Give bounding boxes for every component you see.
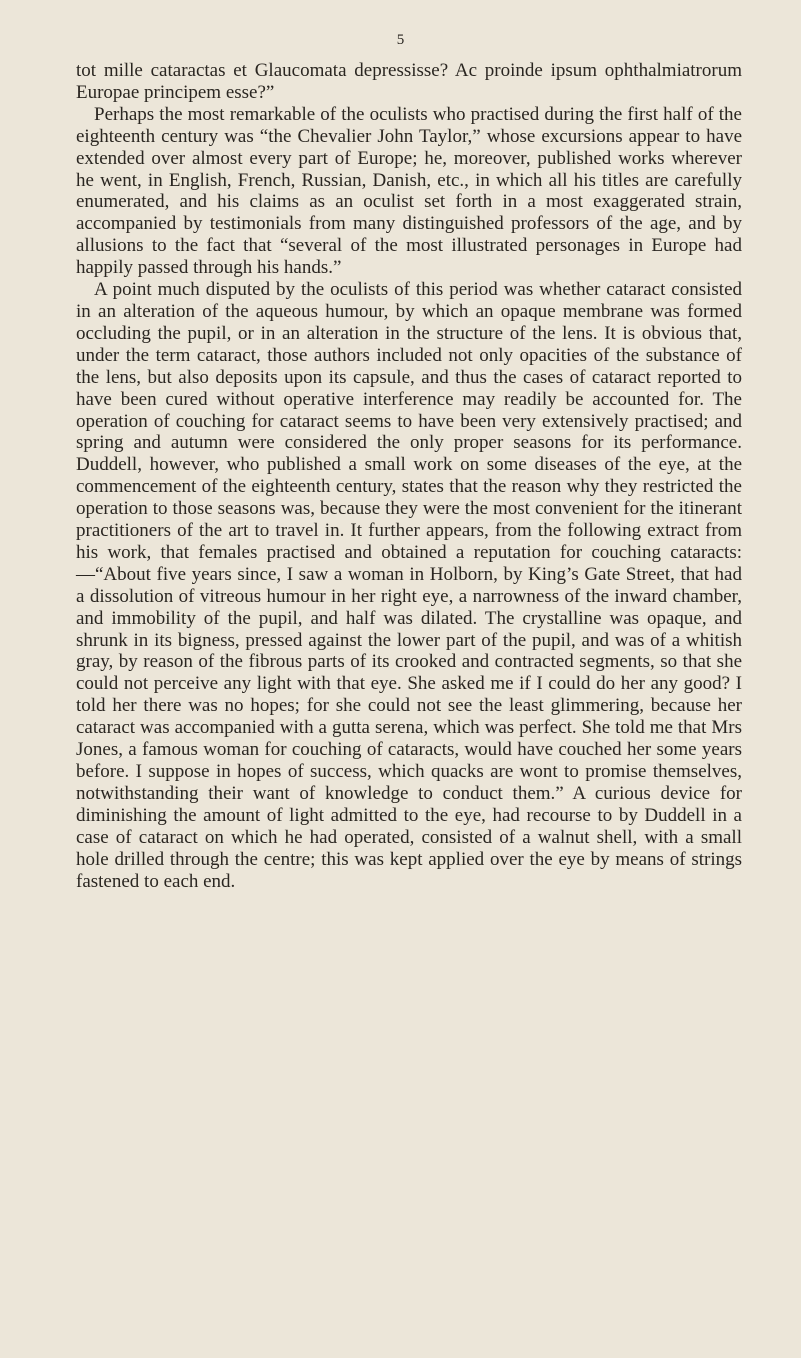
paragraph-2: Perhaps the most remarkable of the oculists who practised during the first half of the eighteenth century was “the Chevalier John Taylor,” whose excursions appear to have extended over almost every part of Europe; he, moreover, published works wherever he went, in English, French, Russian, Danish, etc., in which all his titles are carefully enumerated, and his claims as an oculist set forth in a most exaggerated strain, accompanied by testimonials from many distinguished professors of the age, and by allusions to the fact that “several of the most illustrated personages in Europe had happily passed through his hands.” [76, 103, 742, 279]
page-number: 5 [396, 32, 405, 48]
paragraph-3: A point much disputed by the oculists of this period was whether cataract consisted in an alteration of the aqueous humour, by which an opaque membrane was formed occluding the pupil, or in an alteration in the structure of the lens. It is obvious that, under the term cataract, those authors included not only opacities of the substance of the lens, but also deposits upon its capsule, and thus the cases of cataract reported to have been cured without operative interference may readily be accounted for. The operation of couching for cataract seems to have been very extensively practised; and spring and autumn were considered the only proper seasons for its performance. Duddell, however, who published a small work on some diseases of the eye, at the commencement of the eighteenth century, states that the reason why they restricted the operation to those seasons was, because they were the most convenient for the itinerant practitioners of the art to travel in. It further appears, from the following extract from his work, that females practised and obtained a reputation for couching cataracts:—“About five years since, I saw a woman in Holborn, by King’s Gate Street, that had a dissolution of vitreous humour in her right eye, a narrowness of the inward chamber, and immobility of the pupil, and half was dilated. The crystalline was opaque, and shrunk in its bigness, pressed against the lower part of the pupil, and was of a whitish gray, by reason of the fibrous parts of its crooked and contracted segments, so that she could not perceive any light with that eye. She asked me if I could do her any good? I told her there was no hopes; for she could not see the least glimmering, because her cataract was accompanied with a gutta serena, which was perfect. She told me that Mrs Jones, a famous woman for couching of cataracts, would have couched her some years before. I suppose in hopes of success, which quacks are wont to promise themselves, notwithstanding their want of knowledge to conduct them.” A curious device for diminishing the amount of light admitted to the eye, had recourse to by Duddell in a case of cataract on which he had operated, consisted of a walnut shell, with a small hole drilled through the centre; this was kept applied over the eye by means of strings fastened to each end. [76, 279, 742, 892]
paragraph-1: tot mille cataractas et Glaucomata depressisse? Ac proinde ipsum ophthalmiatrorum Europae principem esse?” [76, 60, 742, 103]
body-text [76, 60, 742, 892]
